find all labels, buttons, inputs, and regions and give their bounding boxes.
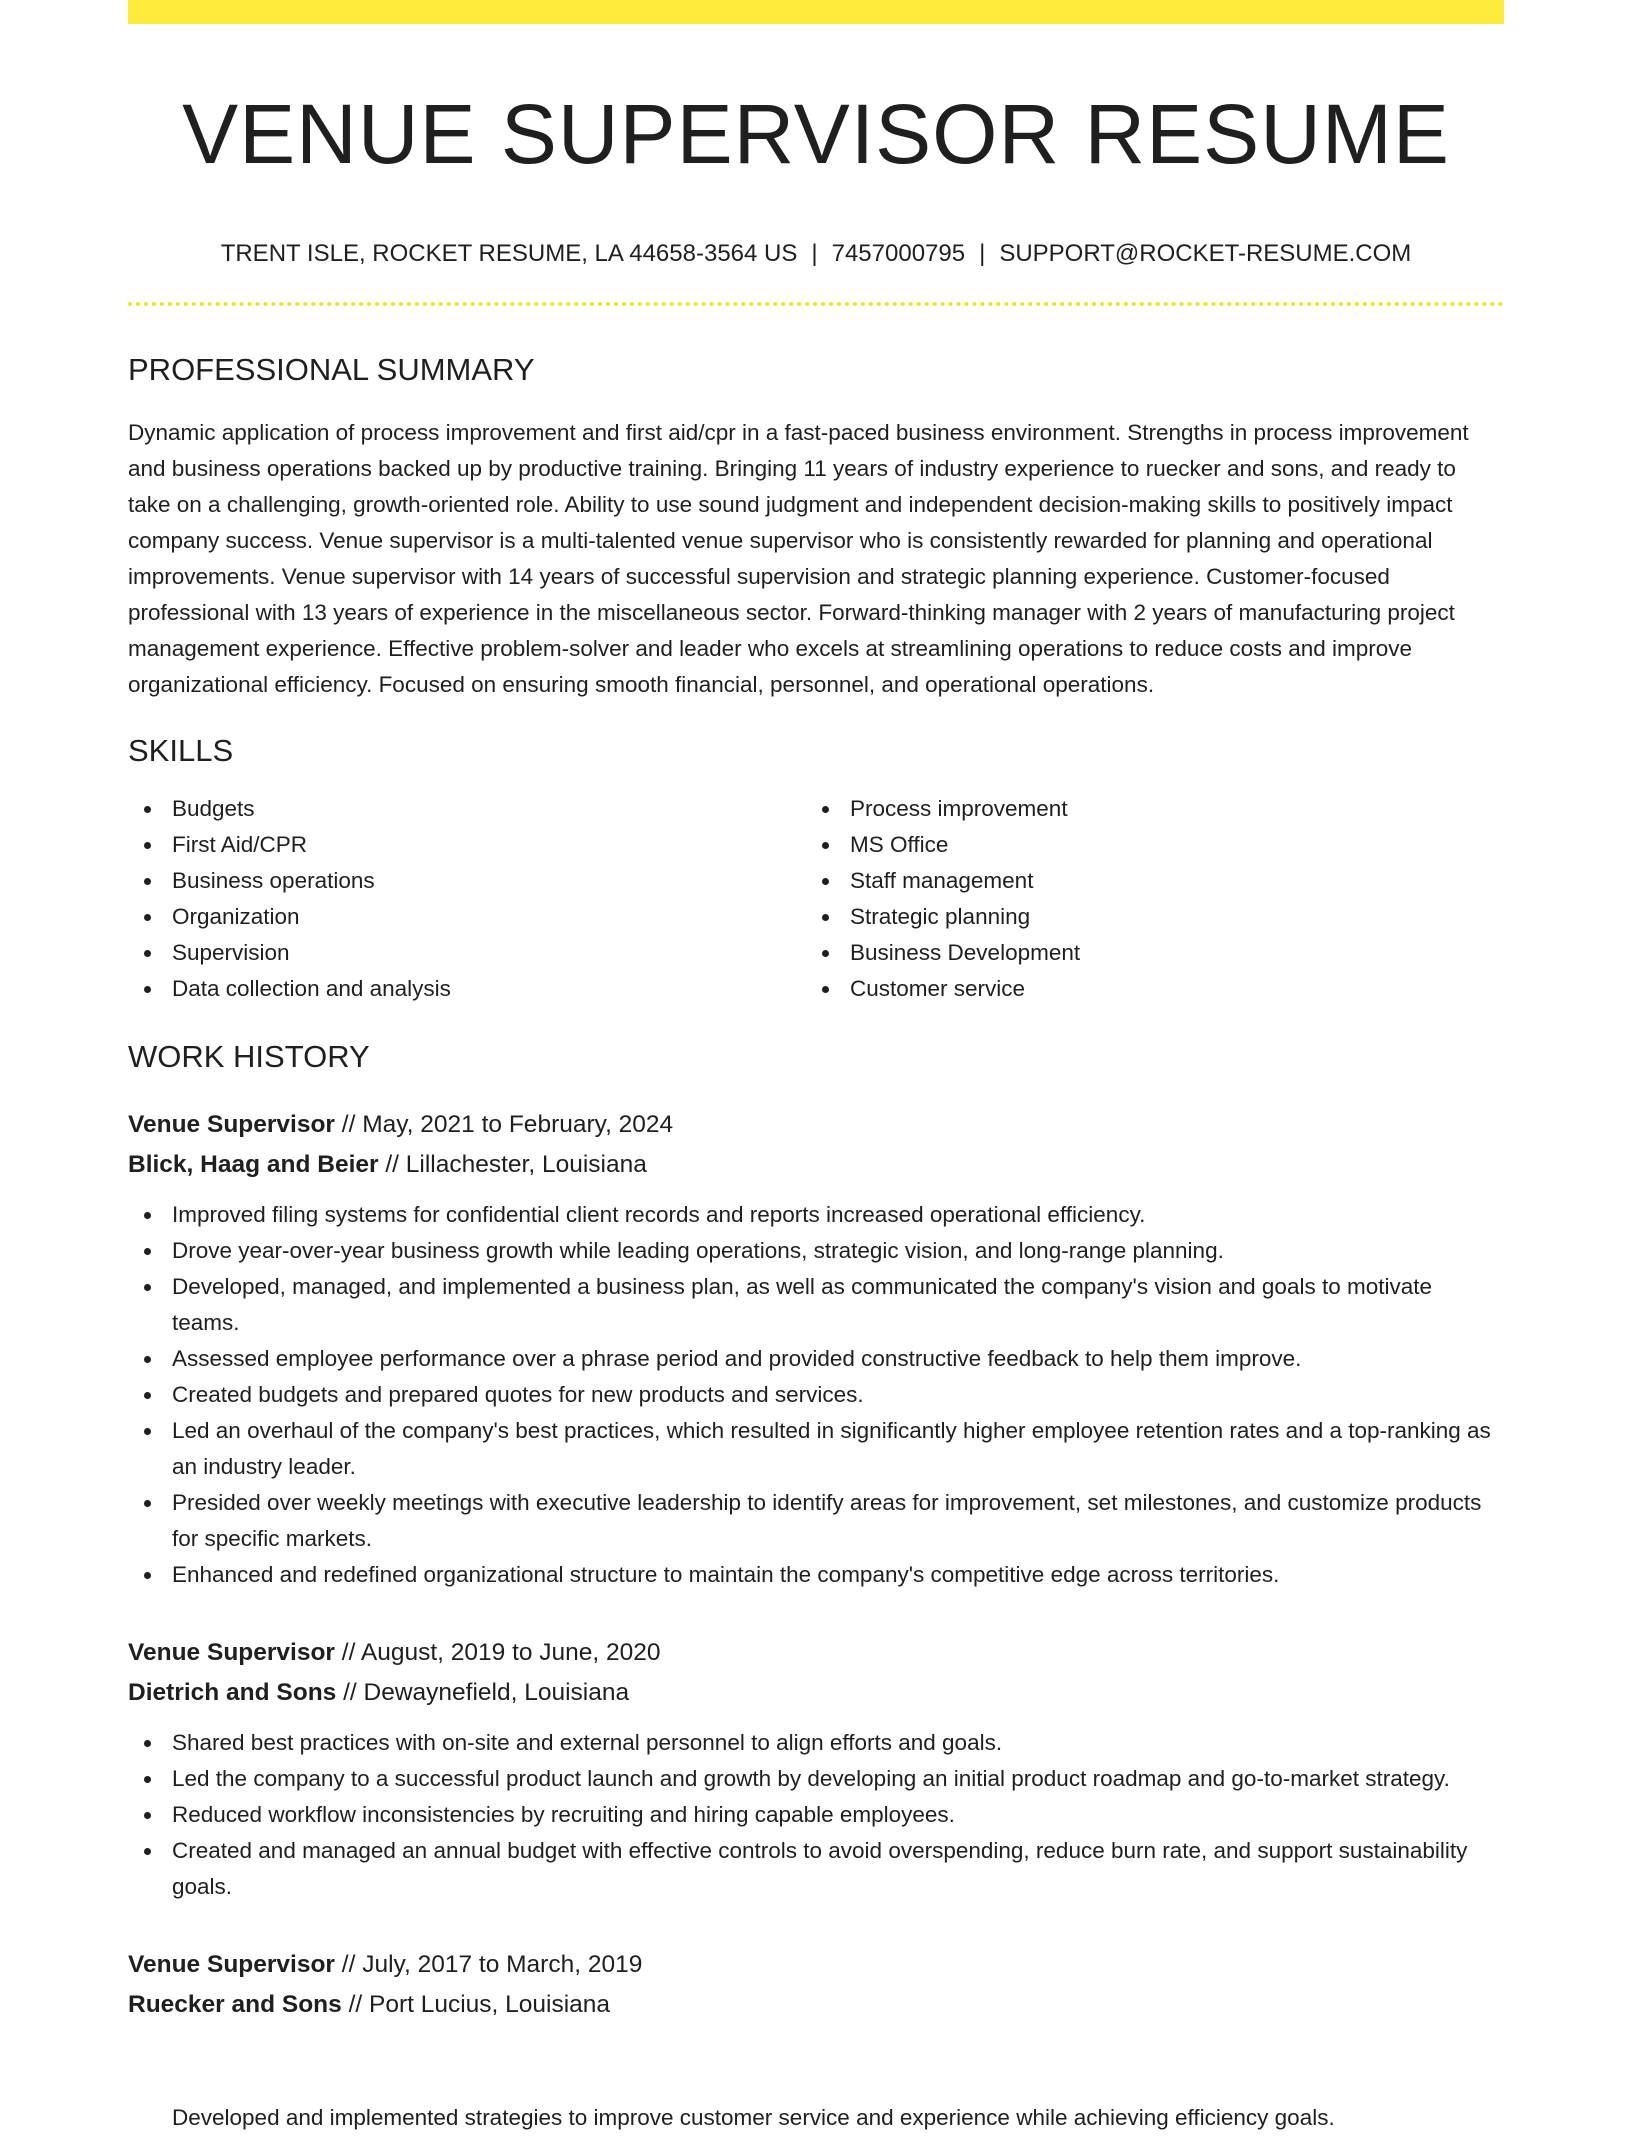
cutoff-bullet-line: Developed and implemented strategies to improve customer service and experience while achieving efficiency goals. [172, 2105, 1335, 2130]
job-title: Venue Supervisor [128, 1951, 335, 1979]
job-bullet: Led the company to a successful product launch and growth by developing an initial product roadmap and go-to-market strategy. [128, 1761, 1504, 1797]
skill-item: Data collection and analysis [128, 971, 806, 1007]
job-bullet: Led an overhaul of the company's best practices, which resulted in significantly higher employee retention rates and a top-ranking as an industry leader. [128, 1413, 1504, 1485]
job-company-line [128, 1673, 1504, 1713]
dotted-divider [128, 302, 1504, 306]
job-bullet: Improved filing systems for confidential client records and reports increased operational efficiency. [128, 1197, 1504, 1233]
job-bullet: Shared best practices with on-site and external personnel to align efforts and goals. [128, 1725, 1504, 1761]
contact-email: SUPPORT@ROCKET-RESUME.COM [999, 239, 1412, 267]
job-company: Dietrich and Sons [128, 1679, 337, 1707]
skill-item: Business operations [128, 863, 806, 899]
contact-address: TRENT ISLE, ROCKET RESUME, LA 44658-3564 US [220, 239, 798, 267]
job-company: Blick, Haag and Beier [128, 1151, 379, 1179]
skill-item: Organization [128, 899, 806, 935]
job-entry [128, 1105, 1504, 1593]
skill-item: Supervision [128, 935, 806, 971]
job-dates: // July, 2017 to March, 2019 [341, 1951, 643, 1979]
resume-title: VENUE SUPERVISOR RESUME [182, 87, 1450, 181]
job-company-line [128, 1145, 1504, 1185]
skill-item: First Aid/CPR [128, 827, 806, 863]
job-bullet: Assessed employee performance over a phrase period and provided constructive feedback to help them improve. [128, 1341, 1504, 1377]
section-heading: PROFESSIONAL SUMMARY [128, 352, 535, 388]
job-title-line [128, 1105, 1504, 1145]
job-company: Ruecker and Sons [128, 1991, 342, 2019]
skill-item: Process improvement [806, 791, 1484, 827]
job-company-line [128, 1985, 1504, 2025]
summary-text: Dynamic application of process improvement and first aid/cpr in a fast-paced business environment. Strengths in process improvement and business operations backed up by productive training. Bringing 11 years of industry experience to ruecker and sons, and ready to take on a challenging, growth-oriented role. Ability to use sound judgment and independent decision-making skills to positively impact company success. Venue supervisor is a multi-talented venue supervisor who is consistently rewarded for planning and operational improvements. Venue supervisor with 14 years of successful supervision and strategic planning experience. Customer-focused professional with 13 years of experience in the miscellaneous sector. Forward-thinking manager with 2 years of manufacturing project management experience. Effective problem-solver and leader who excels at streamlining operations to reduce costs and improve organizational efficiency. Focused on ensuring smooth financial, personnel, and operational operations. [128, 419, 1469, 697]
job-bullet: Created budgets and prepared quotes for new products and services. [128, 1377, 1504, 1413]
job-bullet: Enhanced and redefined organizational structure to maintain the company's competitive edge across territories. [128, 1557, 1504, 1593]
job-entry [128, 1633, 1504, 1905]
skill-item: Strategic planning [806, 899, 1484, 935]
skills-section [128, 731, 1504, 1007]
job-title-line [128, 1633, 1504, 1673]
job-bullet: Developed, managed, and implemented a business plan, as well as communicated the company's vision and goals to motivate teams. [128, 1269, 1504, 1341]
job-bullets [128, 1197, 1504, 1593]
section-heading: SKILLS [128, 732, 234, 768]
job-bullet: Reduced workflow inconsistencies by recruiting and hiring capable employees. [128, 1797, 1504, 1833]
section-heading: WORK HISTORY [128, 1038, 370, 1074]
contact-separator: | [979, 239, 986, 267]
job-bullet: Created and managed an annual budget with effective controls to avoid overspending, reduce burn rate, and support sustainability goals. [128, 1833, 1504, 1905]
skill-item: MS Office [806, 827, 1484, 863]
job-location: // Port Lucius, Louisiana [348, 1991, 611, 2019]
job-dates: // August, 2019 to June, 2020 [341, 1639, 661, 1667]
skills-list-left [128, 791, 806, 1007]
skill-item: Budgets [128, 791, 806, 827]
job-bullet: Drove year-over-year business growth while leading operations, strategic vision, and long-range planning. [128, 1233, 1504, 1269]
skill-item: Business Development [806, 935, 1484, 971]
skills-columns [128, 791, 1504, 1007]
skill-item: Customer service [806, 971, 1484, 1007]
work-history-section [128, 1037, 1504, 2025]
skills-list-right [806, 791, 1484, 1007]
professional-summary-section [128, 350, 1504, 702]
job-title: Venue Supervisor [128, 1111, 335, 1139]
job-entry [128, 1945, 1504, 2025]
job-location: // Lillachester, Louisiana [385, 1151, 647, 1179]
job-location: // Dewaynefield, Louisiana [343, 1679, 630, 1707]
resume-page [128, 0, 1504, 2025]
skill-item: Staff management [806, 863, 1484, 899]
job-bullets [128, 1725, 1504, 1905]
job-bullet: Presided over weekly meetings with executive leadership to identify areas for improvement, set milestones, and customize products for specific markets. [128, 1485, 1504, 1557]
contact-phone: 7457000795 [831, 239, 966, 267]
contact-separator: | [811, 239, 818, 267]
job-title: Venue Supervisor [128, 1639, 335, 1667]
job-title-line [128, 1945, 1504, 1985]
job-dates: // May, 2021 to February, 2024 [341, 1111, 674, 1139]
accent-top-bar [128, 0, 1504, 24]
contact-line [128, 237, 1504, 271]
